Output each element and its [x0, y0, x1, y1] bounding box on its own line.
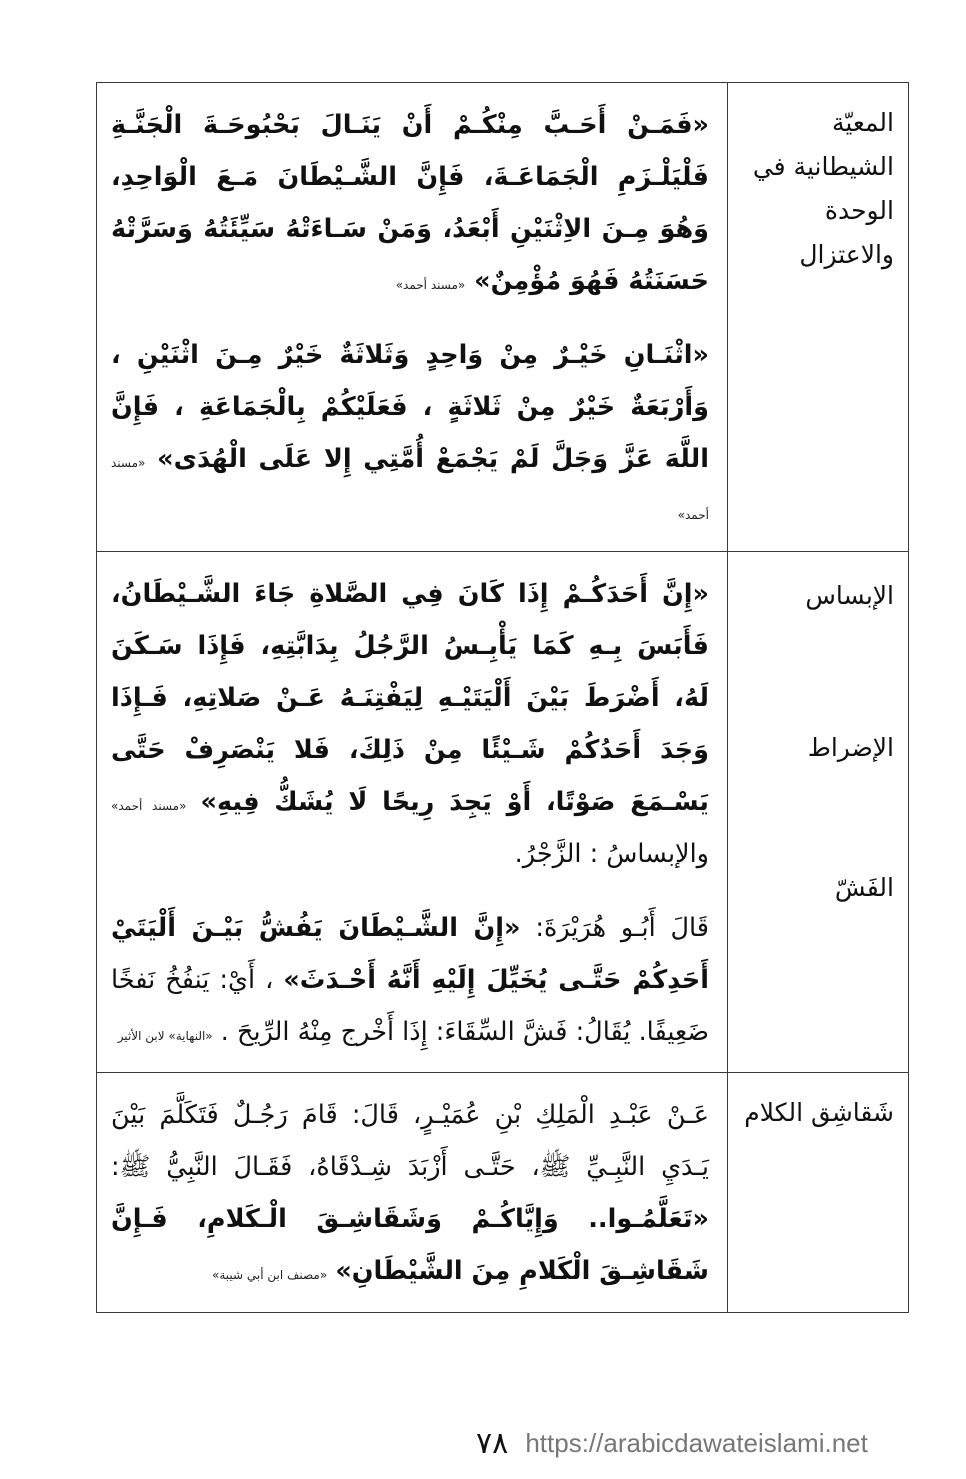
page-footer	[476, 1426, 906, 1466]
hadith-paragraph	[111, 1089, 709, 1297]
narrator-text: قَالَ أَبُـو هُرَيْرَةَ:	[535, 913, 709, 943]
hadith-text: «تَعَلَّمُـوا.. وَإِيَّاكُـمْ وَشَقَاشِـقَ الْـكَلامِ، فَـإِنَّ شَقَاشِـقَ الْكَلامِ مِنَ الشَّيْطَانِ»	[111, 1204, 709, 1286]
explanation-text: والإبساسُ : الزَّجْرُ.	[514, 839, 709, 869]
hadith-text: «فَمَـنْ أَحَـبَّ مِنْكُـمْ أَنْ يَنَـالَ بَحْبُوحَـةَ الْجَنَّـةِ فَلْيَلْـزَمِ الْجَمَاعَـةَ، فَإِنَّ الشَّـيْطَانَ مَـعَ الْوَاحِدِ، وَهُوَ مِـنَ الاِثْنَيْنِ أَبْعَدُ، وَمَنْ سَـاءَتْهُ سَيِّئَتُهُ وَسَرَّتْهُ حَسَنَتُهُ فَهُوَ مُؤْمِنٌ»	[111, 110, 709, 296]
topic-cell	[728, 83, 909, 552]
text-cell	[97, 83, 728, 552]
hadith-text: «إِنَّ الشَّـيْطَانَ يَفُشُّ بَيْـنَ أَلْيَتَيْ أَحَدِكُمْ حَتَّـى يُخَيِّلَ إِلَيْهِ أَنَّهُ أَحْـدَثَ»	[111, 913, 710, 995]
hadith-source: «مسند أحمد»	[395, 278, 466, 292]
hadith-source: «مصنف ابن أبي شيبة»	[211, 1268, 328, 1282]
hadith-paragraph	[111, 902, 709, 1058]
text-cell	[97, 552, 728, 1073]
topic-label: الفَشّ	[834, 873, 894, 902]
table-row	[97, 552, 909, 1073]
website-url[interactable]: https://arabicdawateislami.net	[525, 1428, 868, 1458]
hadith-paragraph	[111, 329, 709, 537]
hadith-paragraph	[111, 99, 709, 307]
hadith-source: «مسند أحمد»	[111, 799, 187, 813]
explanation-text: ، أَيْ: يَنفُخُ نَفخًا ضَعِيفًا. يُقَالُ: فَشَّ السِّقَاءَ: إِذَا أَخْرج مِنْهُ الرِّيحَ .	[111, 965, 709, 1047]
table-row	[97, 83, 909, 552]
topic-label: الإضراط	[807, 733, 894, 762]
topic-label: الإبساس	[805, 581, 894, 610]
hadith-source: «النهاية» لابن الأثير	[117, 1029, 213, 1043]
text-cell	[97, 1073, 728, 1313]
narrator-text: عَـنْ عَبْـدِ الْمَلِكِ بْنِ عُمَيْـرٍ، قَالَ: قَامَ رَجُـلٌ فَتَكَلَّمَ بَيْنَ يَـدَيِ النَّبِـيِّ ﷺ، حَتَّـى أَزْبَدَ شِـدْقَاهُ، فَقَـالَ النَّبِيُّ ﷺ:	[111, 1100, 709, 1182]
topic-cell	[728, 1073, 909, 1313]
topic-label: شَقاشِق الكلام	[744, 1098, 894, 1127]
page-number: ٧٨	[476, 1426, 509, 1461]
hadith-source: «مسند أحمد»	[111, 456, 709, 522]
hadith-paragraph	[111, 568, 709, 880]
table-row	[97, 1073, 909, 1313]
topic-cell	[728, 552, 909, 1073]
topic-label: المعيّة الشيطانية في الوحدة والاعتزال	[752, 108, 894, 269]
content-table	[96, 82, 909, 1313]
hadith-text: «اثْنَـانِ خَيْـرٌ مِنْ وَاحِدٍ وَثَلاثَةٌ خَيْرٌ مِـنَ اثْنَيْنِ ، وَأَرْبَعَةٌ خَيْرٌ مِنْ ثَلاثَةٍ ، فَعَلَيْكُمْ بِالْجَمَاعَةِ ، فَإِنَّ اللَّهَ عَزَّ وَجَلَّ لَمْ يَجْمَعْ أُمَّتِي إِلا عَلَى الْهُدَى»	[111, 340, 709, 474]
hadith-text: «إِنَّ أَحَدَكُـمْ إِذَا كَانَ فِي الصَّلاةِ جَاءَ الشَّـيْطَانُ، فَأَبَسَ بِـهِ كَمَا يَأْبِـسُ الرَّجُلُ بِدَابَّتِهِ، فَإِذَا سَـكَنَ لَهُ، أَضْرَطَ بَيْنَ أَلْيَتَيْـهِ لِيَفْتِنَـهُ عَـنْ صَلاتِهِ، فَـإِذَا وَجَدَ أَحَدُكُمْ شَـيْئًا مِنْ ذَلِكَ، فَلا يَنْصَرِفْ حَتَّى يَسْـمَعَ صَوْتًا، أَوْ يَجِدَ رِيحًا لَا يُشَكُّ فِيهِ»	[111, 579, 709, 817]
